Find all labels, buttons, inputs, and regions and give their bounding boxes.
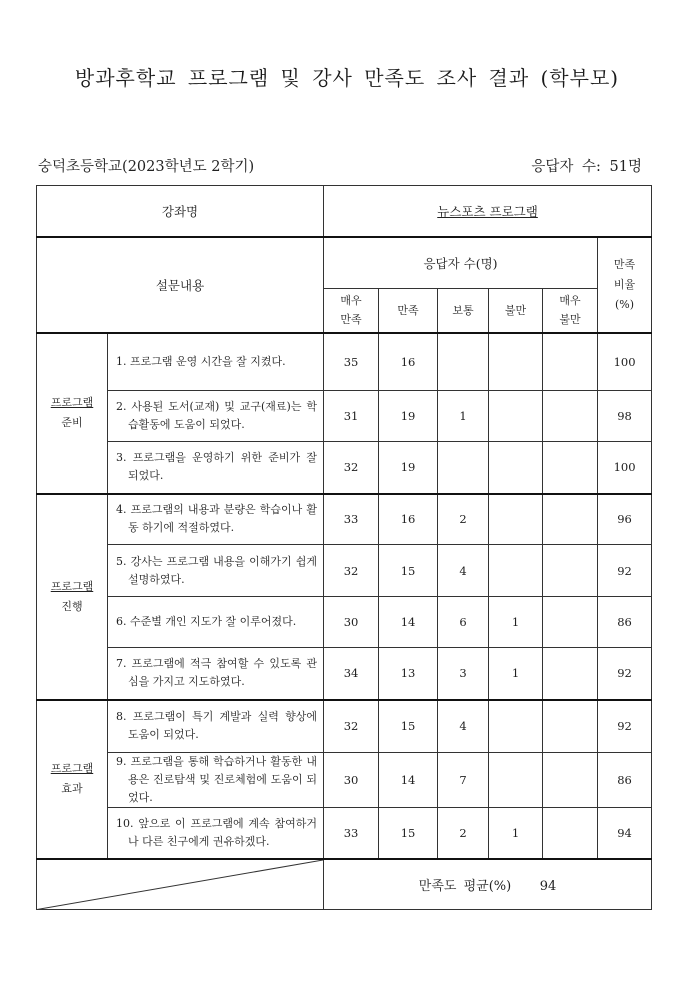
question-cell: 1. 프로그램 운영 시간을 잘 지켰다. — [108, 333, 324, 391]
count-neutral: 2 — [438, 494, 489, 545]
count-very-satisfied: 32 — [324, 545, 379, 597]
summary-empty-cell — [37, 859, 324, 910]
summary-average — [324, 859, 652, 910]
respondents-header: 응답자 수(명) — [324, 237, 598, 289]
satisfaction-ratio: 92 — [598, 545, 652, 597]
summary-value: 94 — [539, 878, 557, 894]
question-cell: 2. 사용된 도서(교재) 및 교구(재료)는 학습활동에 도움이 되었다. — [108, 391, 324, 442]
count-very-satisfied: 30 — [324, 597, 379, 648]
header-row-1 — [37, 237, 652, 289]
question-cell: 3. 프로그램을 운영하기 위한 준비가 잘 되었다. — [108, 442, 324, 494]
group-label: 프로그램 준비 — [37, 333, 108, 494]
group-label: 프로그램 진행 — [37, 494, 108, 700]
satisfaction-ratio: 100 — [598, 333, 652, 391]
count-satisfied: 13 — [379, 648, 438, 700]
ratio-header: 만족 비율 (%) — [598, 237, 652, 333]
table-row — [37, 753, 652, 808]
table-row — [37, 391, 652, 442]
satisfaction-ratio: 86 — [598, 753, 652, 808]
count-very-dissatisfied — [543, 545, 598, 597]
question-cell: 7. 프로그램에 적극 참여할 수 있도록 관심을 가지고 지도하였다. — [108, 648, 324, 700]
count-dissatisfied — [489, 700, 543, 753]
table-row — [37, 597, 652, 648]
count-very-satisfied: 30 — [324, 753, 379, 808]
group-label: 프로그램 효과 — [37, 700, 108, 859]
satisfaction-ratio: 86 — [598, 597, 652, 648]
count-very-satisfied: 33 — [324, 808, 379, 859]
diagonal-line — [37, 860, 323, 910]
respondent-count-value: 51명 — [609, 159, 642, 175]
course-row — [37, 186, 652, 237]
count-neutral: 2 — [438, 808, 489, 859]
count-dissatisfied — [489, 391, 543, 442]
count-satisfied: 14 — [379, 753, 438, 808]
school-info: 숭덕초등학교(2023학년도 2학기) — [38, 159, 255, 175]
count-very-dissatisfied — [543, 808, 598, 859]
count-very-dissatisfied — [543, 753, 598, 808]
count-dissatisfied — [489, 753, 543, 808]
table-row — [37, 808, 652, 859]
document-title: 방과후학교 프로그램 및 강사 만족도 조사 결과 (학부모) — [74, 66, 620, 90]
table-row — [37, 700, 652, 753]
summary-row — [37, 859, 652, 910]
course-name: 뉴스포츠 프로그램 — [324, 186, 652, 237]
table-row — [37, 333, 652, 391]
count-very-satisfied: 32 — [324, 442, 379, 494]
count-satisfied: 15 — [379, 545, 438, 597]
count-very-satisfied: 34 — [324, 648, 379, 700]
count-very-dissatisfied — [543, 494, 598, 545]
count-neutral: 3 — [438, 648, 489, 700]
respondent-count — [531, 155, 642, 176]
count-dissatisfied — [489, 333, 543, 391]
question-cell: 4. 프로그램의 내용과 분량은 학습이나 활동 하기에 적절하였다. — [108, 494, 324, 545]
satisfaction-ratio: 94 — [598, 808, 652, 859]
table-row — [37, 494, 652, 545]
count-very-dissatisfied — [543, 391, 598, 442]
count-satisfied: 15 — [379, 808, 438, 859]
count-very-dissatisfied — [543, 442, 598, 494]
count-satisfied: 16 — [379, 494, 438, 545]
count-very-satisfied: 31 — [324, 391, 379, 442]
col-dissatisfied: 불만 — [489, 289, 543, 333]
summary-label: 만족도 평균(%) — [418, 878, 512, 894]
count-dissatisfied: 1 — [489, 597, 543, 648]
question-cell: 5. 강사는 프로그램 내용을 이해가기 쉽게 설명하였다. — [108, 545, 324, 597]
col-neutral: 보통 — [438, 289, 489, 333]
count-very-satisfied: 33 — [324, 494, 379, 545]
count-neutral: 6 — [438, 597, 489, 648]
satisfaction-ratio: 100 — [598, 442, 652, 494]
respondent-count-label: 응답자 수: — [531, 159, 601, 175]
count-dissatisfied — [489, 494, 543, 545]
question-cell: 6. 수준별 개인 지도가 잘 이루어졌다. — [108, 597, 324, 648]
count-satisfied: 19 — [379, 442, 438, 494]
count-neutral: 4 — [438, 700, 489, 753]
count-dissatisfied — [489, 442, 543, 494]
col-satisfied: 만족 — [379, 289, 438, 333]
count-very-satisfied: 35 — [324, 333, 379, 391]
survey-header: 설문내용 — [37, 237, 324, 333]
satisfaction-ratio: 96 — [598, 494, 652, 545]
count-very-dissatisfied — [543, 700, 598, 753]
count-neutral — [438, 333, 489, 391]
count-very-dissatisfied — [543, 597, 598, 648]
count-very-dissatisfied — [543, 333, 598, 391]
count-satisfied: 19 — [379, 391, 438, 442]
satisfaction-ratio: 92 — [598, 648, 652, 700]
count-neutral — [438, 442, 489, 494]
count-very-satisfied: 32 — [324, 700, 379, 753]
satisfaction-ratio: 98 — [598, 391, 652, 442]
satisfaction-ratio: 92 — [598, 700, 652, 753]
table-row — [37, 648, 652, 700]
table-row — [37, 442, 652, 494]
col-very-dissatisfied: 매우 불만 — [543, 289, 598, 333]
count-very-dissatisfied — [543, 648, 598, 700]
count-dissatisfied: 1 — [489, 808, 543, 859]
question-cell: 10. 앞으로 이 프로그램에 계속 참여하거나 다른 친구에게 권유하겠다. — [108, 808, 324, 859]
col-very-satisfied: 매우 만족 — [324, 289, 379, 333]
survey-results-table — [36, 185, 652, 910]
count-neutral: 7 — [438, 753, 489, 808]
count-neutral: 4 — [438, 545, 489, 597]
course-header: 강좌명 — [37, 186, 324, 237]
count-satisfied: 14 — [379, 597, 438, 648]
count-dissatisfied — [489, 545, 543, 597]
count-neutral: 1 — [438, 391, 489, 442]
question-cell: 8. 프로그램이 특기 계발과 실력 향상에 도움이 되었다. — [108, 700, 324, 753]
count-dissatisfied: 1 — [489, 648, 543, 700]
table-row — [37, 545, 652, 597]
count-satisfied: 15 — [379, 700, 438, 753]
question-cell: 9. 프로그램을 통해 학습하거나 활동한 내용은 진로탐색 및 진로체험에 도움이 되었다. — [108, 753, 324, 808]
count-satisfied: 16 — [379, 333, 438, 391]
